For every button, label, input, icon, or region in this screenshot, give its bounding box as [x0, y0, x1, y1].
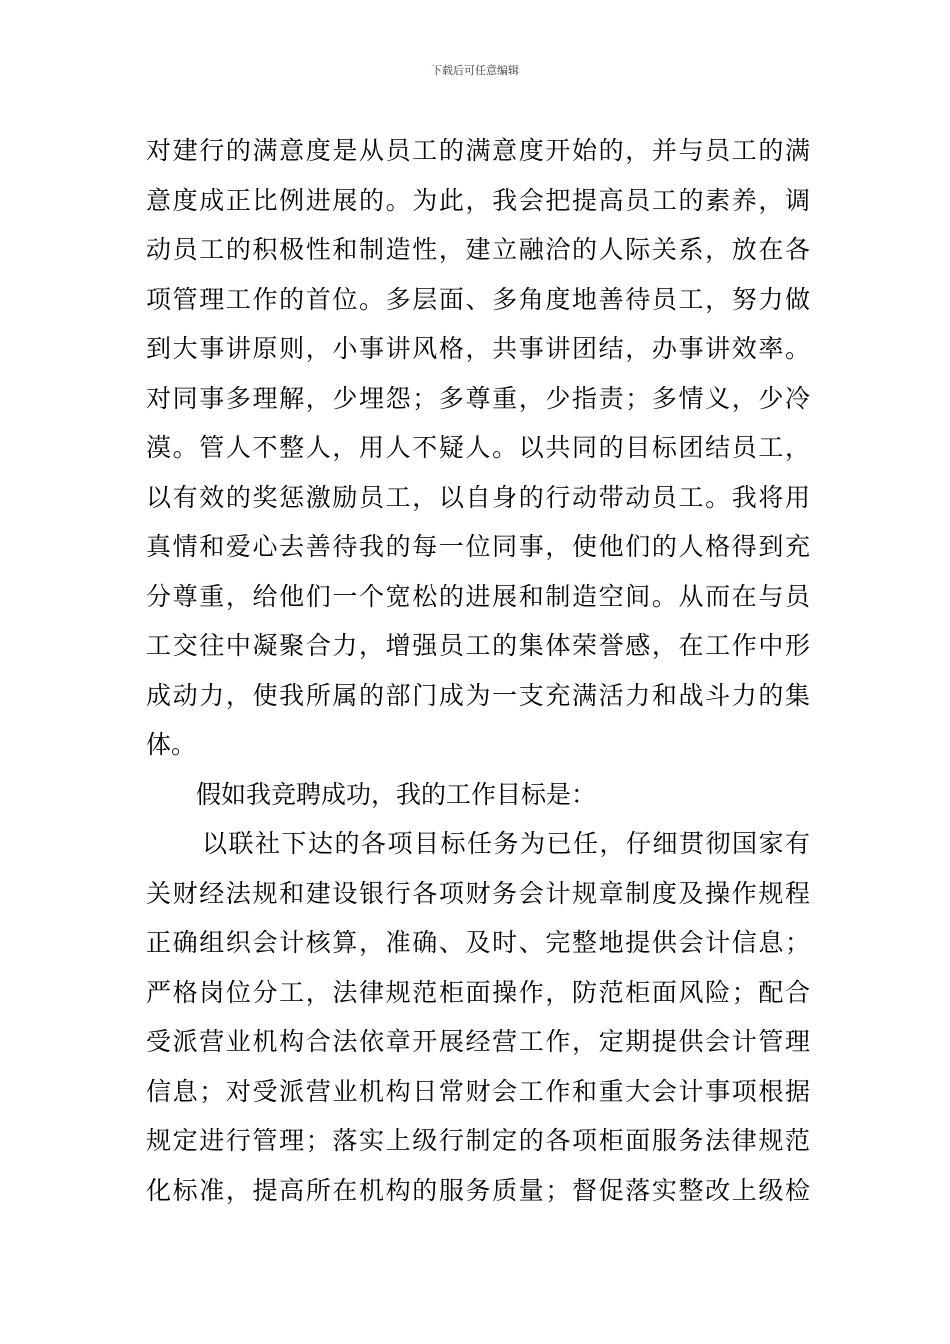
text-line: 漠。管人不整人，用人不疑人。以共同的目标团结员工，: [146, 433, 810, 462]
text-line: 规定进行管理；落实上级行制定的各项柜面服务法律规范: [146, 1126, 810, 1155]
text-line: 动员工的积极性和制造性，建立融洽的人际关系，放在各: [146, 235, 810, 264]
text-line: 真情和爱心去善待我的每一位同事，使他们的人格得到充: [146, 532, 810, 561]
page-header: 下载后可任意编辑: [431, 64, 519, 77]
text-line: 信息；对受派营业机构日常财会工作和重大会计事项根据: [146, 1076, 810, 1106]
text-line: 项管理工作的首位。多层面、多角度地善待员工，努力做: [146, 284, 810, 314]
text-line: 正确组织会计核算，准确、及时、完整地提供会计信息；: [146, 928, 810, 957]
text-line: 成动力，使我所属的部门成为一支充满活力和战斗力的集: [146, 680, 810, 710]
text-line: 工交往中凝聚合力，增强员工的集体荣誉感，在工作中形: [146, 631, 810, 660]
text-line: 严格岗位分工，法律规范柜面操作，防范柜面风险；配合: [146, 977, 810, 1007]
text-line: 到大事讲原则，小事讲风格，共事讲团结，办事讲效率。: [146, 334, 810, 363]
text-line: 以联社下达的各项目标任务为已任，仔细贯彻国家有: [202, 829, 810, 858]
text-line: 分尊重，给他们一个宽松的进展和制造空间。从而在与员: [146, 581, 810, 611]
text-line: 化标准，提高所在机构的服务质量；督促落实整改上级检: [146, 1175, 810, 1205]
text-line: 对同事多理解，少埋怨；多尊重，少指责；多情义，少冷: [146, 383, 810, 413]
document-body: [146, 126, 810, 1215]
text-line: 受派营业机构合法依章开展经营工作，定期提供会计管理: [146, 1027, 810, 1056]
text-line: 以有效的奖惩激励员工，以自身的行动带动员工。我将用: [146, 482, 810, 512]
text-line: 关财经法规和建设银行各项财务会计规章制度及操作规程: [146, 878, 810, 908]
text-line: 对建行的满意度是从员工的满意度开始的，并与员工的满: [146, 136, 810, 165]
paragraph-heading: 假如我竞聘成功，我的工作目标是：: [196, 779, 597, 809]
text-line: 体。: [146, 730, 197, 759]
text-line: 意度成正比例进展的。为此，我会把提高员工的素养，调: [146, 185, 810, 215]
